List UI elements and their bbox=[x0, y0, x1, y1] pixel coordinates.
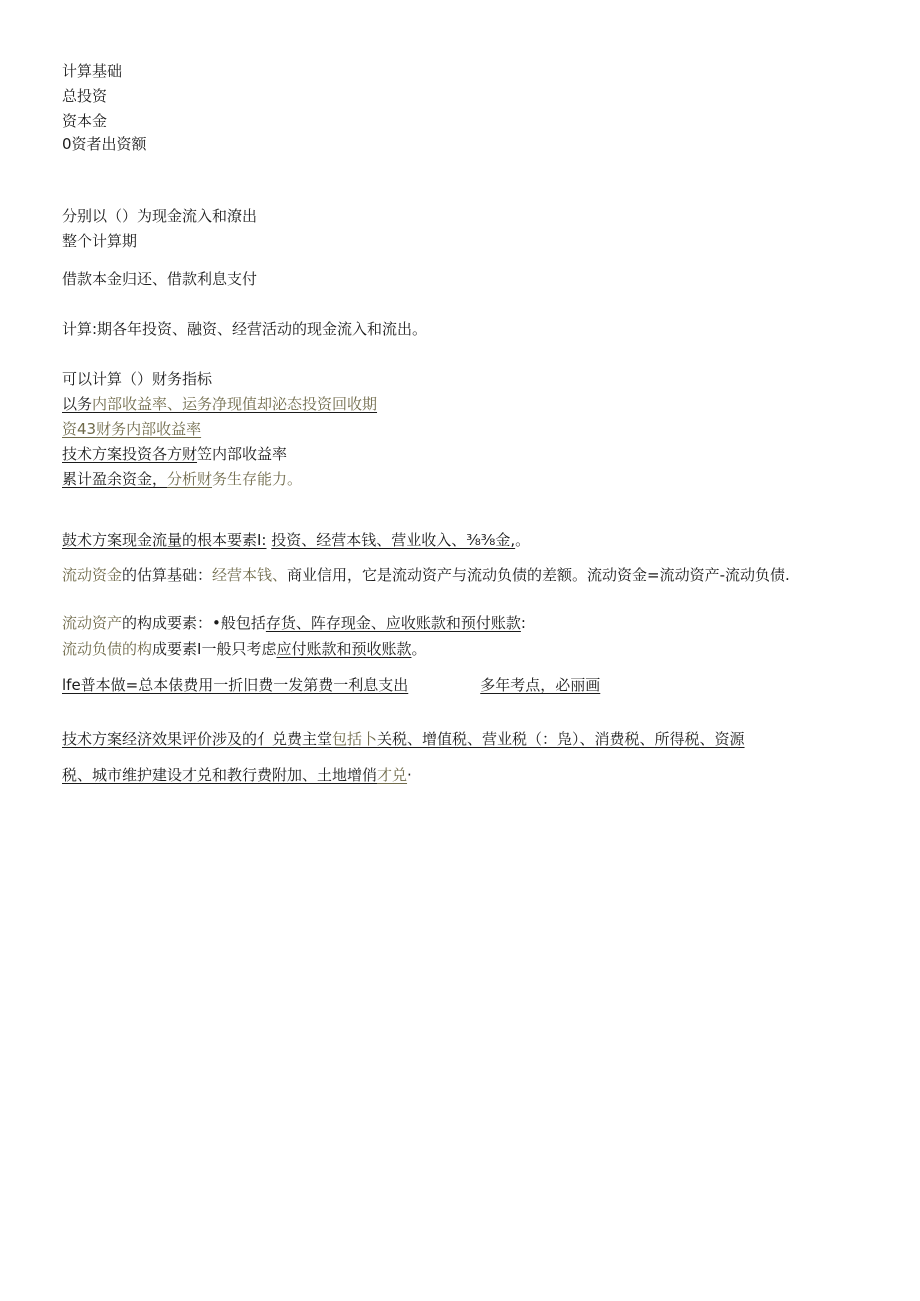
current-assets-line bbox=[62, 613, 526, 633]
text-segment: 分析财 bbox=[167, 470, 213, 488]
text-segment: 以务 bbox=[62, 395, 93, 413]
text-segment: 的估算基础： bbox=[122, 566, 213, 584]
text-segment: : bbox=[520, 614, 526, 632]
text-line: 借款本金归还、借款利息支付 bbox=[62, 270, 258, 288]
text-segment: 成要素I一般只考虑 bbox=[152, 640, 277, 658]
text-segment: 累计盈余资金， bbox=[62, 470, 168, 488]
text-segment: 包括卜 bbox=[332, 730, 378, 748]
text-segment: 关税、增值税、营业税（：凫）、消费税、所得税、资源 bbox=[377, 730, 745, 748]
text-segment: 内部收益率、运务净现值却泌态投资回收期 bbox=[92, 395, 378, 413]
text-segment: 经营本钱、 bbox=[212, 566, 288, 584]
text-segment: · bbox=[407, 766, 412, 784]
text-segment: 才兑 bbox=[377, 766, 408, 784]
text-line: 整个计算期 bbox=[62, 232, 138, 250]
cashflow-elements-line bbox=[62, 530, 530, 550]
text-segment: 笠内部收益率 bbox=[197, 445, 288, 463]
current-liabilities-line bbox=[62, 639, 426, 659]
text-segment: 的构成要素：•般包括 bbox=[122, 614, 266, 632]
text-line: 计算基础 bbox=[62, 62, 123, 80]
text-line: 总投资 bbox=[62, 87, 108, 105]
text-segment: 流动资金 bbox=[62, 566, 123, 584]
text-segment: 流动负债的构 bbox=[62, 640, 153, 658]
text-segment: 商业信用，它是流动资产与流动负债的差额。流动资金=流动资产-流动负债. bbox=[287, 566, 790, 584]
text-line: 0资者出资额 bbox=[62, 135, 147, 153]
text-segment: 投资、经营本钱、营业收入、⅜⅜金, bbox=[271, 531, 516, 549]
text-segment: lfe普本做=总本俵费用一折旧费一发第费一利息支出 bbox=[62, 676, 409, 694]
indicator-line bbox=[62, 469, 302, 489]
text-segment: 技术方案经济效果评价涉及的亻兑费主堂 bbox=[62, 730, 333, 748]
text-segment: 流动资产 bbox=[62, 614, 123, 632]
operating-cost-line bbox=[62, 675, 600, 695]
text-segment: 务生存能力。 bbox=[212, 470, 303, 488]
text-segment: 。 bbox=[411, 640, 427, 658]
tax-line bbox=[62, 729, 745, 749]
text-segment: 存货、阵存现金、应收账款和预付账款 bbox=[265, 614, 521, 632]
indicator-line: 资43财务内部收益率 bbox=[62, 420, 202, 438]
tax-line bbox=[62, 765, 412, 785]
text-segment: 技术方案投资各方财 bbox=[62, 445, 198, 463]
text-line: 资本金 bbox=[62, 112, 108, 130]
text-segment: 鼓术方案现金流量的根本要素I: bbox=[62, 531, 267, 549]
working-capital-paragraph bbox=[62, 565, 844, 585]
indicator-line bbox=[62, 444, 287, 464]
text-segment: 。 bbox=[515, 531, 531, 549]
calc-line: 计算:期各年投资、融资、经营活动的现金流入和流出。 bbox=[62, 320, 428, 338]
text-segment: 应付账款和预收账款 bbox=[276, 640, 412, 658]
text-line: 分别以（）为现金流入和潦出 bbox=[62, 207, 258, 225]
text-segment: 多年考点，必丽画 bbox=[480, 676, 601, 694]
indicators-title: 可以计算（）财务指标 bbox=[62, 370, 213, 388]
indicator-line bbox=[62, 394, 377, 414]
text-segment: 税、城市维护建设才兑和教行费附加、土地增俏 bbox=[62, 766, 378, 784]
